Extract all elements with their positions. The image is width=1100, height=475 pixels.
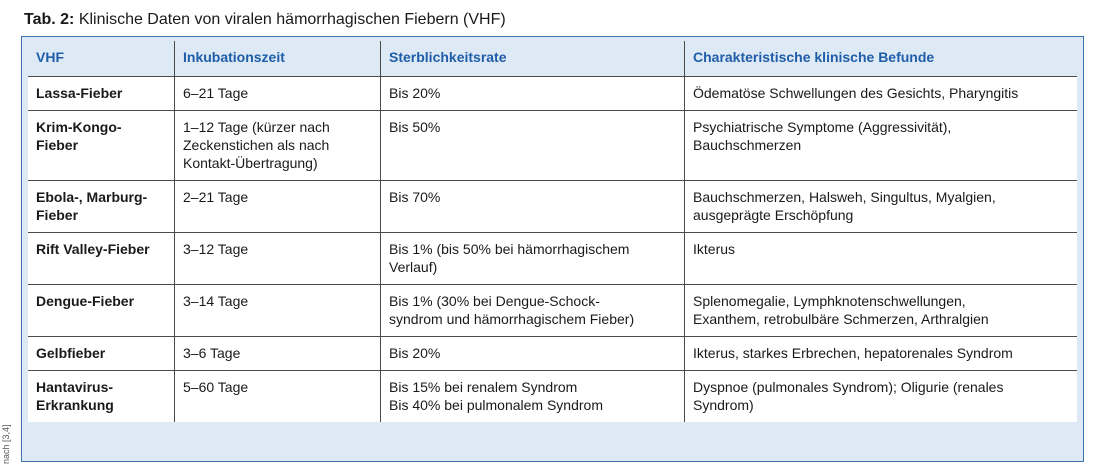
column-header-befunde: Charakteristische klinische Befunde (684, 41, 1077, 76)
mortality-cell: Bis 20% (380, 76, 684, 110)
vhf-name-cell: Hantavirus- Erkrankung (28, 370, 174, 422)
table-row (28, 284, 1077, 336)
findings-cell: Ikterus (684, 232, 1077, 284)
vhf-name-cell: Ebola-, Marburg- Fieber (28, 180, 174, 232)
column-header-inkubationszeit: Inkubationszeit (174, 41, 380, 76)
incubation-cell: 5–60 Tage (174, 370, 380, 422)
vhf-name-cell: Rift Valley-Fieber (28, 232, 174, 284)
vhf-table (28, 41, 1077, 422)
mortality-cell: Bis 1% (bis 50% bei hämorrhagischem Verlauf) (380, 232, 684, 284)
table-row (28, 180, 1077, 232)
findings-cell: Ödematöse Schwellungen des Gesichts, Pharyngitis (684, 76, 1077, 110)
mortality-cell: Bis 1% (30% bei Dengue-Schock- syndrom und hämorrhagischem Fieber) (380, 284, 684, 336)
vhf-name-cell: Lassa-Fieber (28, 76, 174, 110)
caption-label: Tab. 2: (24, 11, 75, 28)
table-row (28, 110, 1077, 180)
mortality-cell: Bis 20% (380, 336, 684, 370)
incubation-cell: 6–21 Tage (174, 76, 380, 110)
mortality-cell: Bis 15% bei renalem Syndrom Bis 40% bei pulmonalem Syndrom (380, 370, 684, 422)
incubation-cell: 3–6 Tage (174, 336, 380, 370)
table-caption (24, 10, 506, 30)
findings-cell: Bauchschmerzen, Halsweh, Singultus, Myalgien, ausgeprägte Erschöpfung (684, 180, 1077, 232)
incubation-cell: 3–14 Tage (174, 284, 380, 336)
table-frame (21, 36, 1084, 462)
mortality-cell: Bis 50% (380, 110, 684, 180)
table-row (28, 76, 1077, 110)
incubation-cell: 1–12 Tage (kürzer nach Zeckenstichen als nach Kontakt-Übertragung) (174, 110, 380, 180)
findings-cell: Dyspnoe (pulmonales Syndrom); Oligurie (renales Syndrom) (684, 370, 1077, 422)
column-header-vhf: VHF (28, 41, 174, 76)
source-note: nach [3,4] (1, 424, 11, 464)
incubation-cell: 3–12 Tage (174, 232, 380, 284)
mortality-cell: Bis 70% (380, 180, 684, 232)
table-body (28, 76, 1077, 422)
vhf-name-cell: Krim-Kongo- Fieber (28, 110, 174, 180)
findings-cell: Ikterus, starkes Erbrechen, hepatorenales Syndrom (684, 336, 1077, 370)
findings-cell: Splenomegalie, Lymphknotenschwellungen, Exanthem, retrobulbäre Schmerzen, Arthralgien (684, 284, 1077, 336)
table-row (28, 336, 1077, 370)
table-row (28, 370, 1077, 422)
column-header-sterblichkeitsrate: Sterblichkeitsrate (380, 41, 684, 76)
vhf-name-cell: Dengue-Fieber (28, 284, 174, 336)
header-row (28, 41, 1077, 76)
table-row (28, 232, 1077, 284)
findings-cell: Psychiatrische Symptome (Aggressivität), Bauchschmerzen (684, 110, 1077, 180)
vhf-name-cell: Gelbfieber (28, 336, 174, 370)
incubation-cell: 2–21 Tage (174, 180, 380, 232)
caption-title: Klinische Daten von viralen hämorrhagischen Fiebern (VHF) (78, 11, 506, 28)
